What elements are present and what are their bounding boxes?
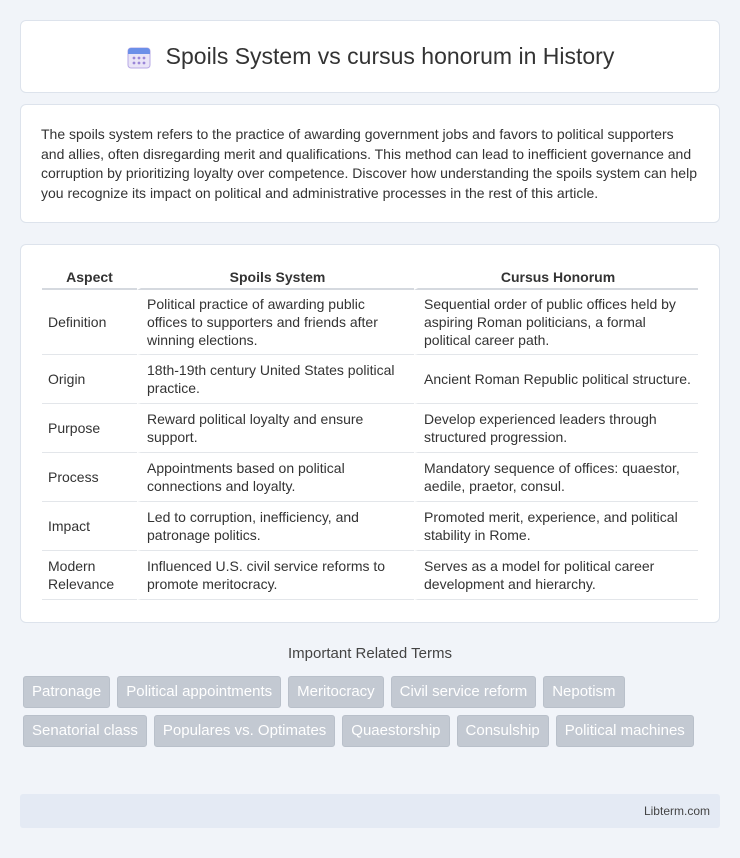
tag-meritocracy[interactable]: Meritocracy [288,676,384,708]
cell-aspect: Origin [42,355,137,404]
cell-aspect: Impact [42,502,137,551]
title-wrap [126,43,615,70]
tag-civil-service-reform[interactable]: Civil service reform [391,676,537,708]
calendar-icon [126,44,152,70]
cell-cursus: Develop experienced leaders through structured progression. [414,404,698,453]
tag-quaestorship[interactable]: Quaestorship [342,715,449,747]
cell-spoils: Political practice of awarding public offices to supporters and friends after winning elections. [137,290,414,355]
title-card [20,20,720,93]
tag-political-appointments[interactable]: Political appointments [117,676,281,708]
page-title: Spoils System vs cursus honorum in History [165,43,615,69]
comparison-table [42,267,698,600]
header-spoils-system: Spoils System [137,267,414,290]
cell-spoils: Influenced U.S. civil service reforms to promote meritocracy. [137,551,414,600]
related-terms-tags [23,676,723,747]
tag-senatorial-class[interactable]: Senatorial class [23,715,147,747]
comparison-table-card [20,244,720,623]
cell-spoils: 18th-19th century United States political practice. [137,355,414,404]
cell-spoils: Reward political loyalty and ensure support. [137,404,414,453]
cell-spoils: Appointments based on political connections and loyalty. [137,453,414,502]
cell-cursus: Promoted merit, experience, and political stability in Rome. [414,502,698,551]
tag-populares-vs-optimates[interactable]: Populares vs. Optimates [154,715,335,747]
table-header-row [42,267,698,290]
cell-cursus: Ancient Roman Republic political structure. [414,355,698,404]
tag-political-machines[interactable]: Political machines [556,715,694,747]
cell-cursus: Mandatory sequence of offices: quaestor, aedile, praetor, consul. [414,453,698,502]
cell-cursus: Serves as a model for political career development and hierarchy. [414,551,698,600]
intro-paragraph: The spoils system refers to the practice of awarding government jobs and favors to political supporters and allies, often disregarding merit and qualifications. This method can lead to inefficient governance and corruption by prioritizing loyalty over competence. Discover how understanding the spoils system can help you recognize its impact on political and administrative processes in the rest of this article. [41,126,697,201]
table-row [42,551,698,600]
footer [20,794,720,828]
cell-aspect: Definition [42,290,137,355]
table-row [42,502,698,551]
header-cursus-honorum: Cursus Honorum [414,267,698,290]
cell-aspect: Modern Relevance [42,551,137,600]
cell-aspect: Process [42,453,137,502]
cell-spoils: Led to corruption, inefficiency, and patronage politics. [137,502,414,551]
cell-cursus: Sequential order of public offices held by aspiring Roman politicians, a formal political career path. [414,290,698,355]
cell-aspect: Purpose [42,404,137,453]
intro-card [20,104,720,223]
table-row [42,290,698,355]
table-row [42,355,698,404]
footer-brand[interactable]: Libterm.com [643,804,710,818]
tag-nepotism[interactable]: Nepotism [543,676,624,708]
header-aspect: Aspect [42,267,137,290]
table-row [42,453,698,502]
tag-patronage[interactable]: Patronage [23,676,110,708]
related-terms-title: Important Related Terms [288,645,452,662]
tag-consulship[interactable]: Consulship [457,715,549,747]
table-row [42,404,698,453]
